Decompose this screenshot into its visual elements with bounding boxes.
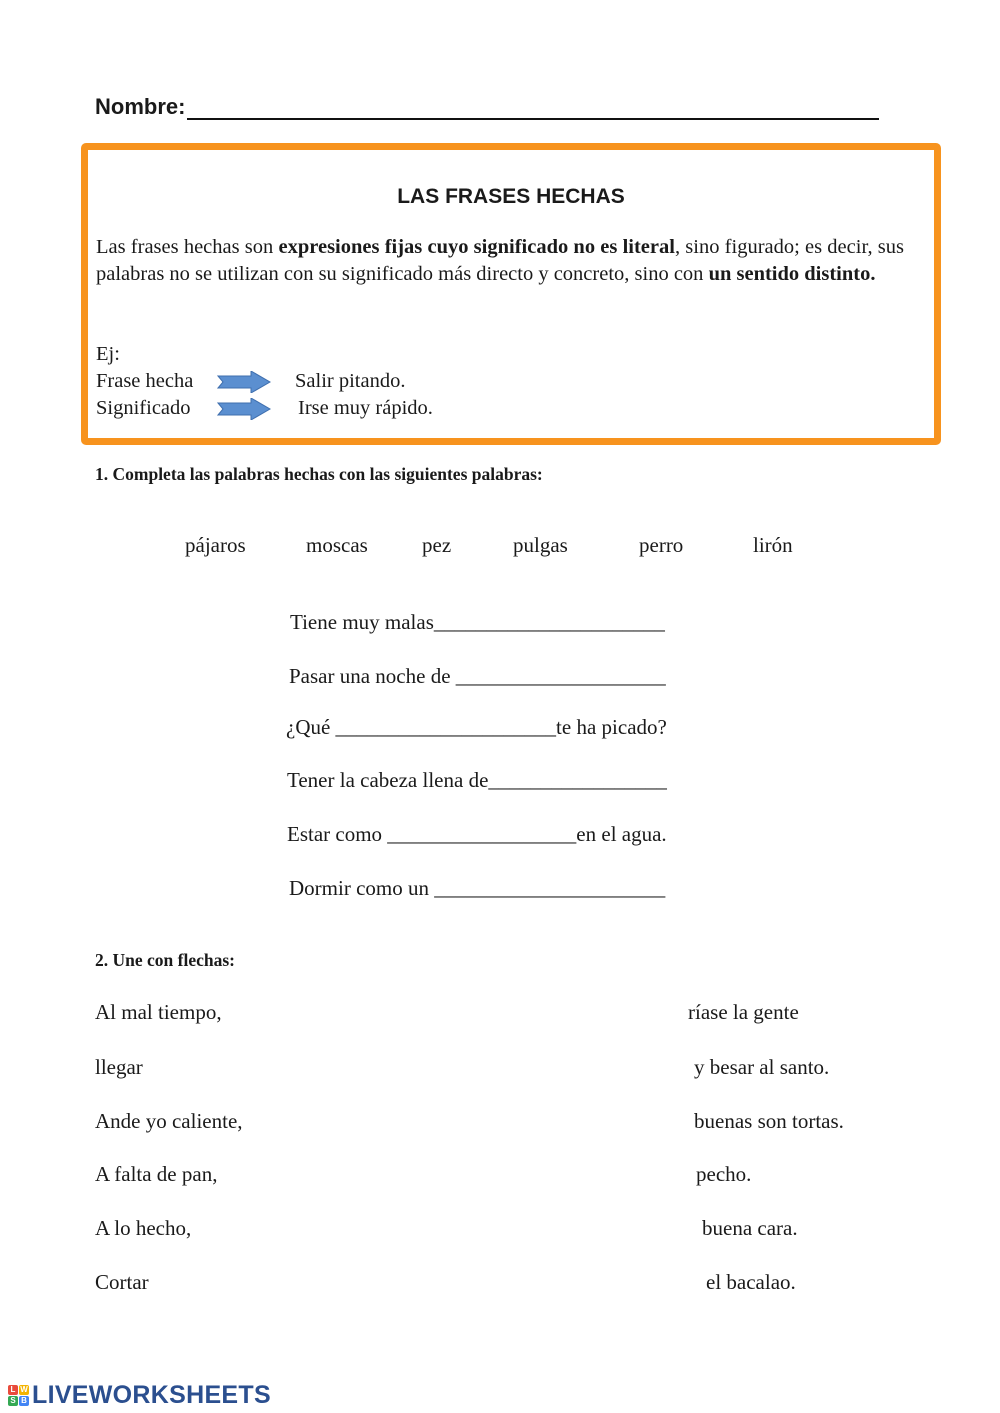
exercise1-title: 1. Completa las palabras hechas con las siguientes palabras: bbox=[95, 464, 543, 484]
example-row-label-1: Frase hecha bbox=[96, 370, 194, 392]
match-right-item[interactable]: y besar al santo. bbox=[694, 1055, 830, 1079]
word-option: pulgas bbox=[513, 533, 568, 557]
name-field-row bbox=[95, 94, 879, 120]
match-left-item[interactable]: Ande yo caliente, bbox=[95, 1109, 243, 1133]
intro-text-1: Las frases hechas son bbox=[96, 236, 279, 258]
arrow-right-icon bbox=[217, 398, 271, 420]
fill-sentence[interactable]: Pasar una noche de ____________________ bbox=[289, 664, 666, 688]
logo-text: LIVEWORKSHEETS bbox=[32, 1381, 271, 1409]
fill-sentence[interactable]: ¿Qué _____________________te ha picado? bbox=[286, 715, 667, 739]
intro-box bbox=[81, 143, 941, 445]
intro-title: LAS FRASES HECHAS bbox=[397, 185, 625, 208]
match-left-item[interactable]: A lo hecho, bbox=[95, 1216, 192, 1240]
fill-sentence[interactable]: Tener la cabeza llena de_________________ bbox=[287, 768, 667, 792]
exercise2-title: 2. Une con flechas: bbox=[95, 950, 235, 970]
example-row-value-2: Irse muy rápido. bbox=[298, 397, 433, 419]
name-label: Nombre: bbox=[95, 94, 186, 119]
intro-text-2: , sino figurado; es decir, sus palabras no se utilizan con su significado más directo y concreto, sino con bbox=[96, 236, 904, 285]
match-right-item[interactable]: buena cara. bbox=[702, 1216, 798, 1240]
match-right-item[interactable]: el bacalao. bbox=[706, 1270, 796, 1294]
match-right-item[interactable]: buenas son tortas. bbox=[694, 1109, 844, 1133]
word-option: pez bbox=[422, 533, 452, 557]
fill-sentence[interactable]: Estar como __________________en el agua. bbox=[287, 822, 667, 846]
example-row-value-1: Salir pitando. bbox=[295, 370, 406, 392]
word-option: pájaros bbox=[185, 533, 246, 557]
match-left-item[interactable]: llegar bbox=[95, 1055, 143, 1079]
name-underline[interactable] bbox=[187, 96, 879, 120]
intro-bold-1: expresiones fijas cuyo significado no es literal bbox=[278, 236, 675, 258]
match-right-item[interactable]: ríase la gente bbox=[688, 1000, 799, 1024]
match-left-item[interactable]: Al mal tiempo, bbox=[95, 1000, 222, 1024]
liveworksheets-logo[interactable] bbox=[8, 1381, 271, 1410]
example-row-label-2: Significado bbox=[96, 397, 191, 419]
fill-sentence[interactable]: Dormir como un ______________________ bbox=[289, 876, 666, 900]
word-option: perro bbox=[639, 533, 684, 557]
logo-mark-icon: L W S B bbox=[8, 1385, 29, 1406]
intro-bold-2: un sentido distinto. bbox=[708, 263, 876, 285]
word-option: moscas bbox=[306, 533, 368, 557]
intro-paragraph bbox=[96, 234, 904, 288]
arrow-right-icon bbox=[217, 371, 271, 393]
fill-sentence[interactable]: Tiene muy malas______________________ bbox=[290, 610, 665, 634]
word-option: lirón bbox=[753, 533, 793, 557]
match-right-item[interactable]: pecho. bbox=[696, 1162, 752, 1186]
match-left-item[interactable]: Cortar bbox=[95, 1270, 149, 1294]
match-left-item[interactable]: A falta de pan, bbox=[95, 1162, 218, 1186]
example-label: Ej: bbox=[96, 343, 120, 365]
